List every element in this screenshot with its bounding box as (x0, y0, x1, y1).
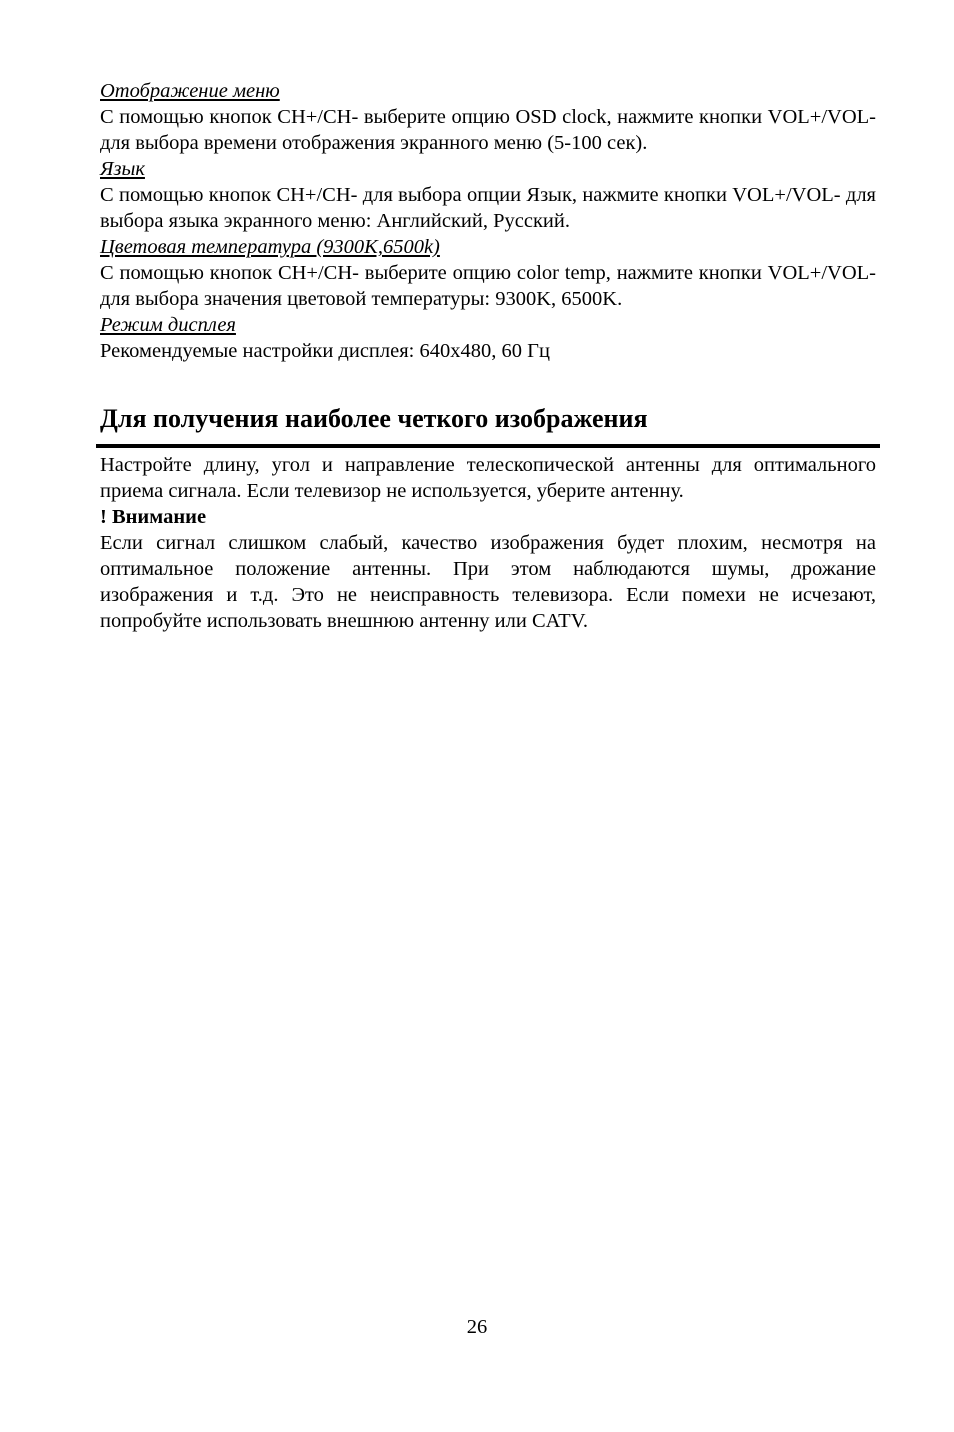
section-heading: Для получения наиболее четкого изображения (96, 390, 880, 448)
paragraph-antenna: Настройте длину, угол и направление телескопической антенны для оптимального приема сигнала. Если телевизор не используется, уберите антенну. (100, 454, 876, 502)
page-number: 26 (466, 1316, 488, 1338)
subheading-menu-display: Отображение меню (100, 80, 280, 102)
paragraph-color-temperature: С помощью кнопок CH+/CH- выберите опцию color temp, нажмите кнопки VOL+/VOL- для выбора значения цветовой температуры: 9300K, 6500K. (100, 262, 876, 310)
subheading-language: Язык (100, 158, 145, 180)
subheading-color-temperature: Цветовая температура (9300K,6500k) (100, 236, 440, 258)
document-page (100, 78, 876, 634)
paragraph-warning: Если сигнал слишком слабый, качество изображения будет плохим, несмотря на оптимальное положение антенны. При этом наблюдаются шумы, дрожание изображения и т.д. Это не неисправность телевизора. Если помехи не исчезают, попробуйте использовать внешнюю антенну или CATV. (100, 532, 876, 632)
paragraph-display-mode: Рекомендуемые настройки дисплея: 640x480, 60 Гц (100, 340, 550, 362)
section-body (100, 448, 876, 634)
subheading-display-mode: Режим дисплея (100, 314, 236, 336)
warning-label: ! Внимание (100, 506, 207, 528)
spacer (100, 364, 876, 390)
paragraph-menu-display: С помощью кнопок CH+/CH- выберите опцию OSD clock, нажмите кнопки VOL+/VOL- для выбора времени отображения экранного меню (5-100 сек). (100, 106, 876, 154)
paragraph-language: С помощью кнопок CH+/CH- для выбора опции Язык, нажмите кнопки VOL+/VOL- для выбора языка экранного меню: Английский, Русский. (100, 184, 876, 232)
